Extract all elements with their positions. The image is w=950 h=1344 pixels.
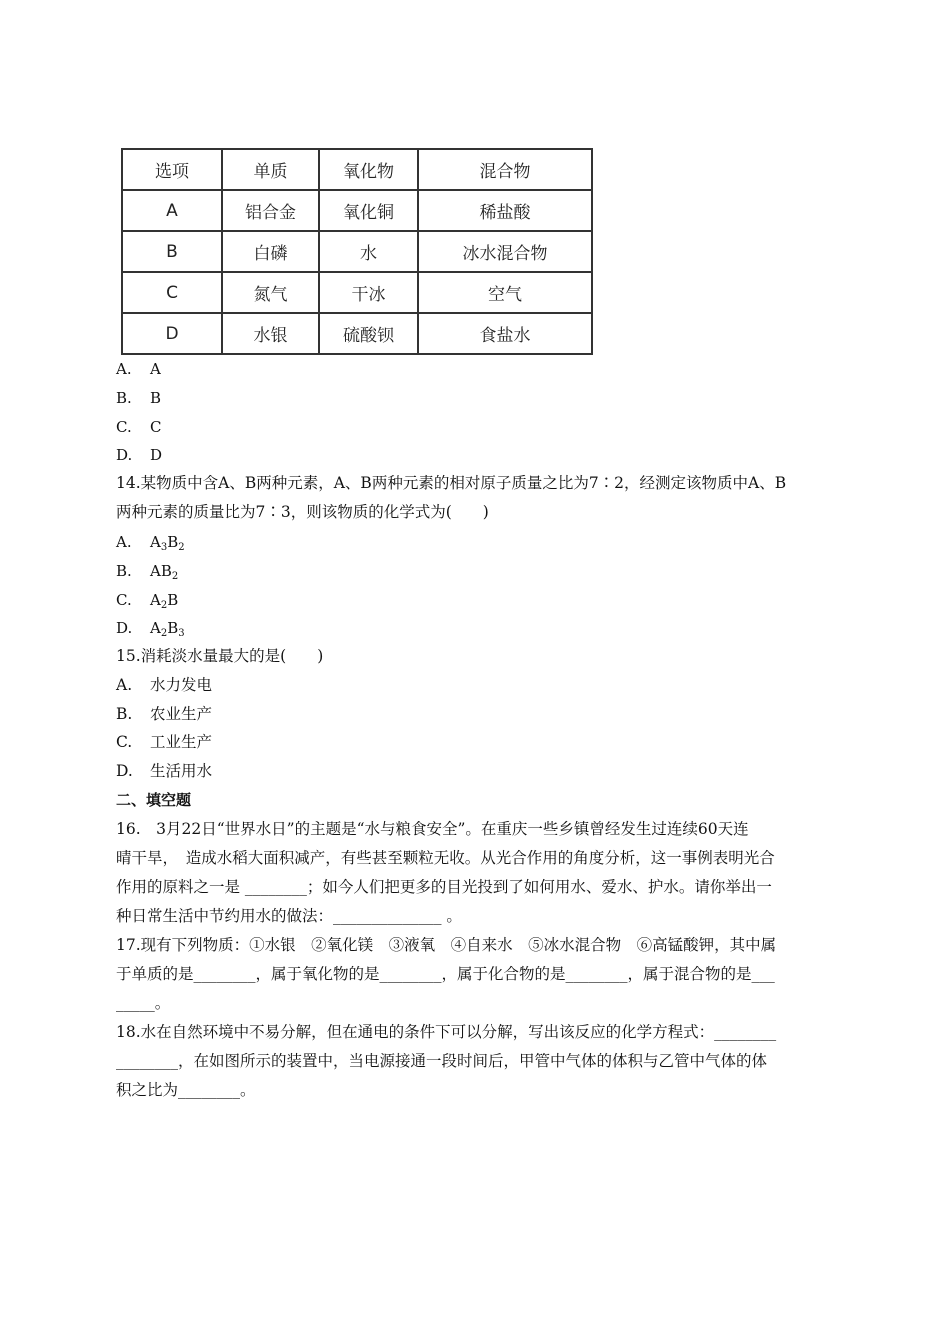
table-cell: 冰水混合物 <box>418 231 592 272</box>
table-row <box>122 231 592 272</box>
q14-stem-line2: 两种元素的质量比为7∶3，则该物质的化学式为( ) <box>116 503 489 521</box>
q18-line2: ________，在如图所示的装置中，当电源接通一段时间后，甲管中气体的体积与乙管中气体的体 <box>116 1052 768 1070</box>
section-heading: 二、填空题 <box>116 791 192 809</box>
table-row <box>122 313 592 354</box>
q13-option-a: A. A <box>116 360 161 378</box>
table-cell: 白磷 <box>222 231 319 272</box>
table-cell: 干冰 <box>319 272 418 313</box>
table-header-cell: 选项 <box>122 149 222 190</box>
q15-option-c: C. 工业生产 <box>116 733 213 751</box>
table-row <box>122 272 592 313</box>
q13-option-b: B. B <box>116 389 162 407</box>
q15-option-d: D. 生活用水 <box>116 762 213 780</box>
q14-option-c: C. $A_2B$ <box>116 591 179 611</box>
table-cell: 空气 <box>418 272 592 313</box>
q13-option-c: C. C <box>116 418 162 436</box>
table-cell: 氧化铜 <box>319 190 418 231</box>
table-cell: 水 <box>319 231 418 272</box>
q18-line3: 积之比为________。 <box>116 1081 256 1099</box>
table-cell: 水银 <box>222 313 319 354</box>
table-header-row <box>122 149 592 190</box>
q17-line2: 于单质的是________，属于氧化物的是________，属于化合物的是________，属于混合物的是___ <box>116 965 775 983</box>
table-header-cell: 氧化物 <box>319 149 418 190</box>
q14-option-a: A. $A_3B_2$ <box>116 533 185 553</box>
table-cell: A <box>122 190 222 231</box>
table-cell: B <box>122 231 222 272</box>
q15-option-a: A. 水力发电 <box>116 676 213 694</box>
q18-line1: 18.水在自然环境中不易分解，但在通电的条件下可以分解，写出该反应的化学方程式：________ <box>116 1023 777 1041</box>
table-cell: D <box>122 313 222 354</box>
q16-line4: 种日常生活中节约用水的做法：______________ 。 <box>116 907 462 925</box>
table-header-cell: 混合物 <box>418 149 592 190</box>
q15-option-b: B. 农业生产 <box>116 705 213 723</box>
table-cell: C <box>122 272 222 313</box>
q14-option-d: D. $A_2B_3$ <box>116 619 185 639</box>
q17-line1: 17.现有下列物质：①水银 ②氧化镁 ③液氧 ④自来水 ⑤冰水混合物 ⑥高锰酸钾，其中属 <box>116 936 777 954</box>
q14-stem-line1: 14.某物质中含A、B两种元素，A、B两种元素的相对原子质量之比为7∶2，经测定该物质中A、B <box>116 474 787 492</box>
q16-line2: 晴干旱， 造成水稻大面积减产，有些甚至颗粒无收。从光合作用的角度分析，这一事例表明光合 <box>116 849 775 867</box>
q16-line1: 16. 3月22日“世界水日”的主题是“水与粮食安全”。在重庆一些乡镇曾经发生过连续60天连 <box>116 820 749 838</box>
q14-option-b: B. $AB_2$ <box>116 562 179 582</box>
table-row <box>122 190 592 231</box>
q15-stem: 15.消耗淡水量最大的是( ) <box>116 647 324 665</box>
table-cell: 硫酸钡 <box>319 313 418 354</box>
classification-table <box>121 148 593 355</box>
table-header-cell: 单质 <box>222 149 319 190</box>
table-cell: 铝合金 <box>222 190 319 231</box>
q17-line3: _____。 <box>116 994 171 1012</box>
table-cell: 氮气 <box>222 272 319 313</box>
table-cell: 稀盐酸 <box>418 190 592 231</box>
q13-option-d: D. D <box>116 446 163 464</box>
q16-line3: 作用的原料之一是 ________；如今人们把更多的目光投到了如何用水、爱水、护水。请你举出一 <box>116 878 772 896</box>
table-cell: 食盐水 <box>418 313 592 354</box>
